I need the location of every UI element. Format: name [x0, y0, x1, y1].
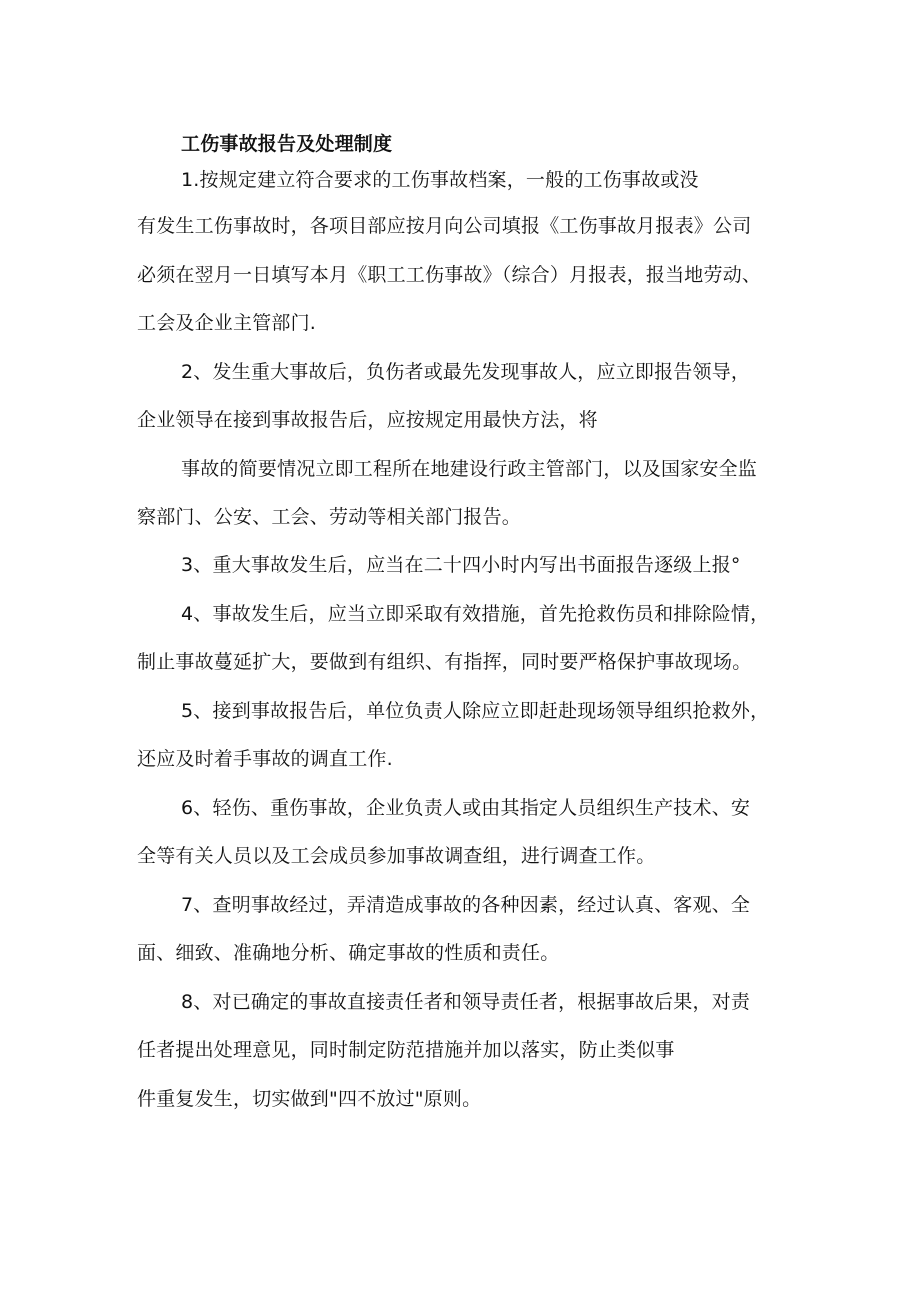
text-line: 全等有关人员以及工会成员参加事故调查组，进行调查工作。 — [137, 845, 656, 867]
text-line: 1.按规定建立符合要求的工伤事故档案，一般的工伤事故或没 — [181, 169, 699, 191]
text-line: 件重复发生，切实做到"四不放过"原则。 — [137, 1088, 482, 1110]
text-line: 7、查明事故经过，弄清造成事故的各种因素，经过认真、客观、全 — [181, 894, 751, 916]
text-line: 察部门、公安、工会、劳动等相关部门报告。 — [137, 506, 522, 528]
text-line: 事故的简要情况立即工程所在地建设行政主管部门，以及国家安全监 — [181, 458, 758, 480]
text-line: 工会及企业主管部门. — [137, 312, 317, 334]
text-line: 8、对已确定的事故直接责任者和领导责任者，根据事故后果，对责 — [181, 991, 751, 1013]
text-line: 5、接到事故报告后，单位负责人除应立即赶赴现场领导组织抢救外， — [181, 700, 770, 722]
text-line: 制止事故蔓延扩大，要做到有组织、有指挥，同时要严格保护事故现场。 — [137, 651, 752, 673]
text-line: 2、发生重大事故后，负伤者或最先发现事故人，应立即报告领导， — [181, 361, 751, 383]
text-line: 6、轻伤、重伤事故，企业负责人或由其指定人员组织生产技术、安 — [181, 797, 751, 819]
text-line: 面、细致、准确地分析、确定事故的性质和责任。 — [137, 942, 560, 964]
text-line: 4、事故发生后，应当立即采取有效措施，首先抢救伤员和排除险情， — [181, 603, 770, 625]
text-line: 企业领导在接到事故报告后，应按规定用最快方法，将 — [137, 409, 598, 431]
text-line: 还应及时着手事故的调直工作. — [137, 748, 393, 770]
text-line: 3、重大事故发生后，应当在二十四小时内写出书面报告逐级上报° — [181, 554, 741, 576]
text-line: 有发生工伤事故时，各项目部应按月向公司填报《工伤事故月报表》公司 — [137, 215, 752, 237]
document-title: 工伤事故报告及处理制度 — [181, 133, 393, 155]
text-line: 任者提出处理意见，同时制定防范措施并加以落实，防止类似事 — [137, 1039, 675, 1061]
text-line: 必须在翌月一日填写本月《职工工伤事故》（综合）月报表，报当地劳动、 — [137, 264, 762, 286]
